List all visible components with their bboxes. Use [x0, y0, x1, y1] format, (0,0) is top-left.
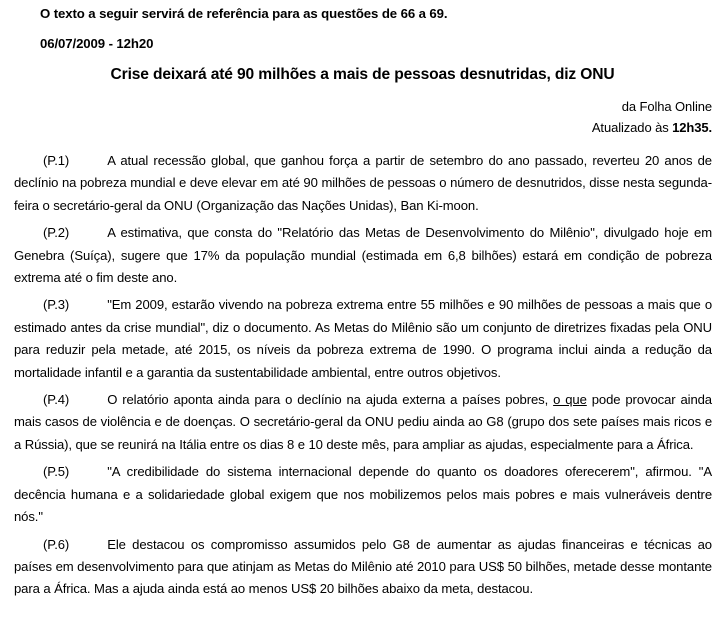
paragraph-p6 [14, 534, 712, 601]
paragraph-text-p5: "A credibilidade do sistema internacional depende do quanto os doadores oferecerem", afirmou. "A decência humana e a solidariedade global exigem que nos mobilizemos pelos mais pobres e mais vulneráveis dentre nós." [14, 464, 712, 525]
article-dateline: 06/07/2009 - 12h20 [40, 36, 154, 51]
exam-instruction: O texto a seguir servirá de referência para as questões de 66 a 69. [40, 6, 448, 21]
paragraph-marker-p4: (P.4) [43, 392, 70, 408]
article-credits [0, 85, 725, 138]
credit-updated [0, 117, 712, 138]
paragraph-marker-p6: (P.6) [43, 536, 70, 552]
paragraph-text-p4-before: O relatório aponta ainda para o declínio na ajuda externa a países pobres, [107, 392, 554, 408]
paragraph-text-p6: Ele destacou os compromisso assumidos pelo G8 de aumentar as ajudas financeiras e técnicas ao países em desenvolvimento para que atinjam as Metas do Milênio até 2010 para US$ 50 bilhões, metade desse montante para a África. Mas a ajuda ainda está ao menos US$ 20 bilhões abaixo da meta, destacou. [14, 536, 712, 597]
paragraph-text-p4-after: pode provocar ainda mais casos de violência e de doenças. O secretário-geral da ONU pediu ainda ao G8 (grupo dos sete países mais ricos e a Rússia), que se reunirá na Itália entre os dias 8 e 10 deste mês, para ampliar as ajudas, especialmente para a África. [14, 392, 712, 452]
paragraph-text-p3: "Em 2009, estarão vivendo na pobreza extrema entre 55 milhões e 90 milhões de pessoas a mais que o estimado antes da crise mundial", diz o documento. As Metas do Milênio são um conjunto de diretrizes fixadas pela ONU para reduzir pela metade, até 2015, os níveis da pobreza extrema de 1990. O programa inclui ainda a redução da mortalidade infantil e a garantia da sustentabilidade ambiental, entre outros objetivos. [14, 297, 712, 380]
article-body [0, 138, 725, 601]
paragraph-p3 [14, 294, 712, 384]
paragraph-marker-p2: (P.2) [43, 225, 70, 241]
paragraph-p2 [14, 222, 712, 289]
credit-updated-label: Atualizado às [591, 120, 673, 135]
paragraph-p4 [14, 389, 712, 456]
article-headline: Crise deixará até 90 milhões a mais de pessoas desnutridas, diz ONU [110, 66, 615, 83]
paragraph-p5 [14, 461, 712, 528]
paragraph-marker-p3: (P.3) [43, 297, 70, 313]
credit-source: da Folha Online [621, 99, 712, 114]
paragraph-text-p2: A estimativa, que consta do "Relatório das Metas de Desenvolvimento do Milênio", divulgado hoje em Genebra (Suíça), sugere que 17% da população mundial (estimada em 6,8 bilhões) estará em condição de pobreza extrema até o fim deste ano. [14, 225, 712, 286]
paragraph-p1 [14, 150, 712, 217]
paragraph-text-p1: A atual recessão global, que ganhou força a partir de setembro do ano passado, reverteu 20 anos de declínio na pobreza mundial e deve elevar em até 90 milhões de pessoas o número de desnutridos, disse nesta segunda-feira o secretário-geral da ONU (Organização das Nações Unidas), Ban Ki-moon. [14, 153, 712, 213]
paragraph-marker-p1: (P.1) [43, 153, 70, 168]
credit-updated-time: 12h35. [672, 120, 712, 135]
paragraph-marker-p5: (P.5) [43, 464, 70, 480]
paragraph-p4-underlined-phrase: o que [553, 392, 587, 408]
